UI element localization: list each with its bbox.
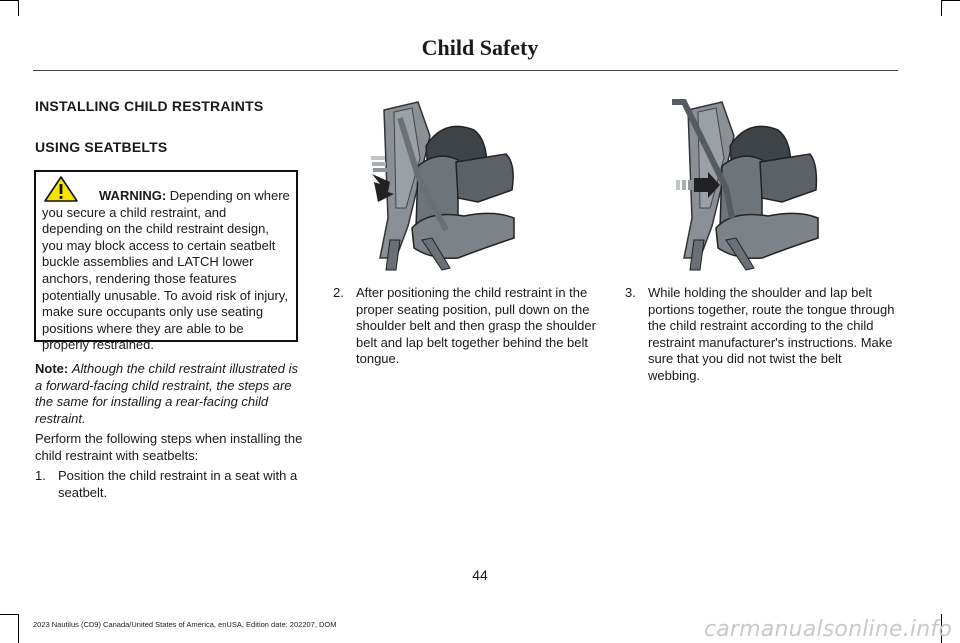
step-number: 1.: [35, 468, 46, 483]
footer-edition-info: 2023 Nautilus (CD9) Canada/United States of America, enUSA, Edition date: 202207, DOM: [33, 620, 337, 629]
crop-mark: [18, 0, 19, 16]
step-number: 3.: [625, 285, 636, 300]
step-text: After positioning the child restraint in the proper seating position, pull down on the shoulder belt and then grasp the shoulder belt and lap belt together behind the belt tongue.: [356, 285, 596, 367]
step-number: 2.: [333, 285, 344, 300]
step-text: While holding the shoulder and lap belt portions together, route the tongue through the child restraint according to the child restraint manufacturer's instructions. Make sure that you did not twist the belt webbing.: [648, 285, 895, 383]
step-text: Position the child restraint in a seat with a seatbelt.: [58, 468, 298, 500]
warning-triangle-icon: [44, 176, 78, 202]
crop-mark: [0, 0, 18, 1]
child-seat-illustration-route-tongue: [662, 98, 822, 273]
warning-label: WARNING:: [99, 188, 167, 203]
intro-paragraph: Perform the following steps when installing the child restraint with seatbelts:: [35, 431, 303, 463]
header-divider: [33, 70, 898, 71]
step-1: [35, 468, 307, 501]
page-number: 44: [472, 567, 488, 583]
crop-mark: [941, 0, 942, 16]
note-text: Although the child restraint illustrated is a forward-facing child restraint, the steps are the same for installing a rear-facing child restraint.: [35, 361, 299, 426]
step-2: [333, 285, 603, 368]
crop-mark: [0, 614, 18, 615]
warning-box: [34, 170, 298, 353]
step-3: [625, 285, 897, 385]
subsection-heading: USING SEATBELTS: [35, 139, 168, 155]
child-seat-illustration-pull-belt: [366, 98, 526, 273]
crop-mark: [942, 0, 960, 1]
note-label: Note:: [35, 361, 69, 376]
watermark: carmanualsonline.info: [703, 617, 952, 642]
page-title: Child Safety: [421, 35, 539, 60]
section-heading: INSTALLING CHILD RESTRAINTS: [35, 98, 264, 114]
crop-mark: [18, 614, 19, 643]
note: [35, 361, 307, 427]
warning-text: Depending on where you secure a child restraint, and depending on the child restraint design, you may block access to certain seatbelt buckle assemblies and LATCH lower anchors, rendering those features potentially unusable. To avoid risk of injury, make sure occupants only use seating positions where they are able to be properly restrained.: [42, 188, 290, 353]
